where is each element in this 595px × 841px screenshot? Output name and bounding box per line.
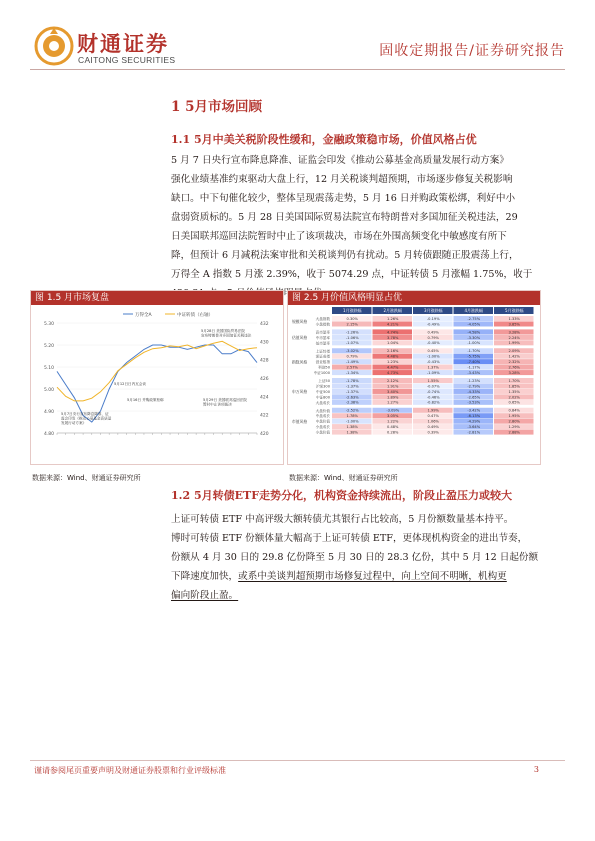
heatmap-group-label: 市值风格 <box>292 418 308 424</box>
figure-source: 数据来源：Wind、财通证券研究所 <box>32 474 141 482</box>
heatmap-cell-value: -1.78% <box>345 378 359 383</box>
heatmap-cell-value: 2.76% <box>508 365 520 370</box>
heatmap-cell-value: 3.28% <box>508 370 520 375</box>
chart-annotation-line: 5月29日 美国联邦巡回法院 <box>203 398 247 402</box>
heatmap-cell-value: 0.79% <box>346 354 358 359</box>
heatmap-cell-value: 0.65% <box>508 400 520 405</box>
heatmap-cell-value: 1.04% <box>387 341 399 346</box>
heatmap-group-label: 估值风格 <box>292 335 308 341</box>
right-axis-tick: 424 <box>260 395 269 401</box>
logo-mark-icon <box>34 26 74 66</box>
heatmap-cell-value: 1.27% <box>387 400 399 405</box>
heatmap-cell-value: -0.40% <box>426 341 440 346</box>
heatmap-cell-value: -3.02% <box>345 349 359 354</box>
text-underlined: 偏向阶段止盈。 <box>171 590 239 601</box>
heatmap-cell-value: 0.47% <box>427 414 439 419</box>
header-divider <box>30 69 565 70</box>
left-axis-tick: 5.10 <box>43 366 54 371</box>
right-axis-tick: 428 <box>260 358 269 364</box>
heatmap-row-label: 上证综指 <box>315 349 330 354</box>
heatmap-cell-value: -4.29% <box>467 419 481 424</box>
heatmap-row-label: 中市盈率 <box>315 335 330 340</box>
heatmap-cell-value: 2.12% <box>387 378 399 383</box>
heatmap-cell-value: 1.42% <box>508 354 520 359</box>
line-chart <box>31 305 283 464</box>
heatmap-cell-value: -2.63% <box>345 395 359 400</box>
heatmap-cell-value: -0.74% <box>426 389 440 394</box>
page-header <box>0 0 595 78</box>
heatmap-cell-value: -1.49% <box>345 360 359 365</box>
right-axis-tick: 422 <box>260 413 269 419</box>
heatmap-cell-value: 1.89% <box>387 395 399 400</box>
right-axis-tick: 420 <box>260 432 269 437</box>
chart-annotation-line: 监会印发《推动公募基金高质量 <box>61 416 112 421</box>
left-axis-tick: 4.90 <box>43 410 54 415</box>
text-plain: 下降速度加快， <box>171 571 239 582</box>
heatmap-cell-value: 1.99% <box>427 408 439 413</box>
heatmap-cell-value: 0.49% <box>427 425 439 429</box>
figure-source: 数据来源：Wind、财通证券研究所 <box>289 474 398 482</box>
heatmap-cell-value: 0.49% <box>427 330 439 335</box>
text-line: 份额从 4 月 30 日的 29.8 亿份降至 5 月 30 日的 28.3 亿份，其中 5 月 12 日起份额 <box>171 552 539 563</box>
heatmap-cell-value: 0.79% <box>427 335 439 340</box>
heatmap-cell-value: -3.09% <box>386 408 400 413</box>
figure-title: 图 2.5 月价值风格明显占优 <box>288 291 540 305</box>
heatmap-cell-value: 2.15% <box>346 322 358 327</box>
text-line: 万得全 A 指数 5 月涨 2.39%，收于 5074.29 点，中证转债 5 月涨幅 1.75%，收于 <box>171 269 533 280</box>
figure-body <box>31 305 283 464</box>
heatmap-row-label: 低市盈率 <box>315 341 330 346</box>
heatmap-cell-value: 1.38% <box>346 425 358 429</box>
heatmap-row-label: 小盘成长 <box>315 425 330 430</box>
right-axis-tick: 430 <box>260 340 269 346</box>
heatmap-cell-value: 3.78% <box>387 335 399 340</box>
heatmap-cell-value: -3.53% <box>467 400 481 405</box>
logo-en: CAITONG SECURITIES <box>78 55 176 65</box>
heatmap-cell-value: 3.28% <box>508 330 520 335</box>
heatmap-row-label: 上证50 <box>318 379 330 383</box>
heatmap-cell-value: -2.81% <box>467 430 481 435</box>
heatmap-cell-value: -2.75% <box>467 316 481 321</box>
logo-cn: 财通证券 <box>77 32 169 56</box>
heatmap-cell-value: 2.24% <box>508 335 520 340</box>
heatmap-cell-value: 0.84% <box>508 408 520 413</box>
heatmap-row-label: 深证成指 <box>315 354 330 359</box>
heatmap-cell-value: 0.28% <box>387 430 399 435</box>
heatmap-cell-value: 2.09% <box>508 349 520 354</box>
heatmap-cell-value: 1.91% <box>387 384 399 389</box>
heatmap-cell-value: 4.47% <box>387 365 399 370</box>
heatmap-column-header: 4月涨跌幅 <box>464 308 484 314</box>
figure-value-style <box>287 290 541 465</box>
heatmap-cell-value: 1.37% <box>427 365 439 370</box>
series-line <box>57 341 257 401</box>
right-axis-tick: 432 <box>260 322 269 327</box>
heatmap-row-label: 大盘指数 <box>315 317 330 321</box>
text-line: 5 月 7 日央行宣布降息降准、证监会印发《推动公募基金高质量发展行动方案》 <box>171 155 509 166</box>
text-line <box>171 586 550 605</box>
heatmap-cell-value: 3.85% <box>508 322 520 327</box>
heatmap-row-label: 创业板指 <box>315 360 330 365</box>
text-line: 强化业绩基准约束驱动大盘上行，12 月关税谈判超预期，市场逐步修复关税影响 <box>171 174 513 185</box>
chart-annotation <box>201 328 252 338</box>
chart-annotation-line: 5月7日央行宣布降息降准、证 <box>61 412 109 416</box>
heatmap-row-label: 大盘成长 <box>315 400 330 405</box>
heatmap-cell-value: 1.85% <box>508 384 520 389</box>
section-title: 1 5月市场回顾 <box>171 99 262 115</box>
heatmap-cell-value: 1.78% <box>346 414 358 419</box>
heatmap-cell-value: -6.13% <box>467 414 481 419</box>
heatmap-cell-value: 2.16% <box>387 349 399 354</box>
heatmap-cell-value: -7.40% <box>467 360 481 365</box>
heatmap-cell-value: 1.06% <box>427 419 439 424</box>
heatmap-cell-value: 1.23% <box>387 360 399 365</box>
chart-annotation-line: 5月16日 并购政策松绑 <box>127 398 164 402</box>
heatmap-cell-value: 1.26% <box>387 316 399 321</box>
company-logo <box>34 26 184 66</box>
series-line <box>57 345 257 422</box>
heatmap-row-label: 科创50 <box>318 365 330 370</box>
left-axis-tick: 5.20 <box>43 344 54 349</box>
text-line: 降，但预计 6 月减税法案审批和关税谈判仍有扰动。5 月转债跟随正股震荡上行， <box>171 250 519 261</box>
heatmap-cell-value: -1.00% <box>467 341 481 346</box>
heatmap-cell-value: 2.02% <box>508 395 520 400</box>
figure-market-review <box>30 290 284 465</box>
text-line: 博时可转债 ETF 份额体量大幅高于上证可转债 ETF，更体现机构资金的进出节奏， <box>171 533 528 544</box>
heatmap-cell-value: 1.33% <box>508 316 520 321</box>
heatmap-cell-value: 4.21% <box>387 322 399 327</box>
heatmap-cell-value: -5.75% <box>467 354 481 359</box>
heatmap-cell-value: -0.49% <box>426 322 440 327</box>
text-line <box>171 567 550 586</box>
heatmap-cell-value: -0.07% <box>426 384 440 389</box>
legend-label: 万得全A <box>135 313 152 318</box>
heatmap-row-label: 高市盈率 <box>315 330 330 335</box>
section-1-2-paragraph <box>171 510 550 605</box>
report-type: 固收定期报告/证券研究报告 <box>379 43 565 59</box>
heatmap-cell-value: -3.43% <box>467 370 481 375</box>
heatmap-cell-value: 4.73% <box>387 370 399 375</box>
heatmap-cell-value: 2.32% <box>508 360 520 365</box>
subsection-title-1-1: 1.1 5月中美关税阶段性缓和，金融政策稳市场，价值风格占优 <box>171 133 477 146</box>
section-1-1-paragraph <box>171 151 550 303</box>
heatmap-cell-value: -0.43% <box>426 360 440 365</box>
left-axis-tick: 5.30 <box>43 322 54 327</box>
heatmap-column-header: 1月涨跌幅 <box>342 308 362 314</box>
heatmap-cell-value: 4.74% <box>387 330 399 335</box>
heatmap-cell-value: -1.09% <box>426 370 440 375</box>
heatmap-row-label: 中证500 <box>315 389 330 394</box>
heatmap-cell-value: -2.52% <box>345 408 359 413</box>
heatmap-cell-value: 2.80% <box>508 419 520 424</box>
heatmap-row-label: 大盘价值 <box>315 408 330 413</box>
heatmap-row-label: 中盘价值 <box>315 419 330 424</box>
heatmap-cell-value: 1.95% <box>508 414 520 419</box>
heatmap-cell-value: 0.48% <box>387 425 399 429</box>
heatmap-row-label: 小盘指数 <box>315 322 330 327</box>
heatmap-cell-value: -3.64% <box>467 425 481 429</box>
subsection-title-1-2: 1.2 5月转债ETF走势分化，机构资金持续流出，阶段止盈压力或较大 <box>171 489 512 502</box>
heatmap-cell-value: 3.05% <box>387 414 399 419</box>
heatmap-cell-value: -2.65% <box>467 395 481 400</box>
heatmap-cell-value: 4.48% <box>387 354 399 359</box>
figure-body <box>288 305 540 464</box>
heatmap-cell-value: -1.37% <box>345 384 359 389</box>
heatmap-cell-value: 2.57% <box>346 365 358 370</box>
heatmap-cell-value: -1.00% <box>345 419 359 424</box>
page-number: 3 <box>533 765 539 774</box>
heatmap-cell-value: 1.29% <box>508 425 520 429</box>
right-axis-tick: 426 <box>260 377 269 382</box>
heatmap-cell-value: 2.88% <box>508 430 520 435</box>
legend-label: 中证转债（右轴） <box>177 313 213 318</box>
heatmap-cell-value: 1.99% <box>508 341 520 346</box>
heatmap-cell-value: 1.55% <box>427 378 439 383</box>
heatmap-cell-value: 0.39% <box>427 430 439 435</box>
heatmap-cell-value: -1.23% <box>467 378 481 383</box>
chart-annotation-line: 5月12日日内瓦会谈 <box>114 382 147 386</box>
text-underlined: 或系中美谈判超预期市场修复过程中，向上空间不明晰，机构更 <box>238 571 507 582</box>
footer-disclaimer: 谨请参阅尾页重要声明及财通证券股票和行业评级标准 <box>34 766 226 775</box>
chart-annotation-line: 宣布特朗普对多国加征关税违法 <box>201 333 252 338</box>
heatmap-row-label: 小盘价值 <box>315 430 330 435</box>
heatmap-cell-value: -1.17% <box>467 365 481 370</box>
heatmap-cell-value: -0.46% <box>426 395 440 400</box>
heatmap-cell-value: 0.30% <box>346 316 358 321</box>
figure-title: 图 1.5 月市场复盘 <box>31 291 283 305</box>
text-line: 缺口。中下旬催化较少，整体呈现震荡走势，5 月 16 日并购政策松绑，利好中小 <box>171 193 516 204</box>
heatmap-cell-value: 0.45% <box>427 349 439 354</box>
text-line: 盘弱资质标的。5 月 28 日美国国际贸易法院宣布特朗普对多国加征关税违法，29 <box>171 212 518 223</box>
heatmap-row-label: 沪深300 <box>315 384 330 389</box>
chart-annotation <box>61 411 112 425</box>
heatmap-group-label: 申万风格 <box>292 389 308 395</box>
heatmap-cell-value: -1.70% <box>467 349 481 354</box>
left-axis-tick: 5.00 <box>43 388 54 393</box>
text-line: 上证可转债 ETF 中高评级大额转债尤其银行占比较高，5 月份额数量基本持平。 <box>171 514 514 525</box>
text-line: 月价值风格明显占优。 <box>235 288 332 299</box>
heatmap-column-header: 3月涨跌幅 <box>423 308 443 314</box>
text-line: 日美国联邦巡回法院暂时中止了该项裁决，市场在外围高频变化中敏感度有所下 <box>171 231 507 242</box>
heatmap-row-label: 中证800 <box>315 395 330 400</box>
heatmap-cell-value: -1.34% <box>345 370 359 375</box>
heatmap-group-label: 指数风格 <box>292 359 308 365</box>
heatmap-cell-value: 1.35% <box>508 389 520 394</box>
chart-annotation-line: 暂时中止该项裁决 <box>203 402 232 407</box>
heatmap-cell-value: 1.22% <box>387 419 399 424</box>
heatmap-cell-value: -2.38% <box>345 400 359 405</box>
chart-annotation-line: 5月28日 美国国际贸易法院 <box>201 329 245 333</box>
heatmap-cell-value: 1.70% <box>508 378 520 383</box>
heatmap-row-label: 中证1000 <box>313 371 330 376</box>
heatmap-cell-value: -1.06% <box>345 335 359 340</box>
heatmap-cell-value: -4.58% <box>467 330 481 335</box>
footer-divider <box>30 760 565 761</box>
heatmap-group-label: 规模风格 <box>292 318 308 324</box>
heatmap-cell-value: -3.42% <box>467 408 481 413</box>
heatmap-cell-value: -1.07% <box>345 341 359 346</box>
heatmap-row-label: 中盘成长 <box>315 414 330 419</box>
style-heatmap-table <box>288 305 540 464</box>
heatmap-cell-value: -4.05% <box>467 322 481 327</box>
heatmap-cell-value: -3.30% <box>467 335 481 340</box>
heatmap-cell-value: -0.19% <box>426 316 440 321</box>
heatmap-cell-value: -0.82% <box>426 400 440 405</box>
heatmap-cell-value: -1.26% <box>345 330 359 335</box>
heatmap-cell-value: -2.79% <box>467 384 481 389</box>
chart-annotation <box>203 397 247 407</box>
heatmap-cell-value: -4.33% <box>467 389 481 394</box>
heatmap-cell-value: 3.40% <box>387 389 399 394</box>
heatmap-column-header: 2月涨跌幅 <box>383 308 403 314</box>
heatmap-cell-value: 1.38% <box>346 430 358 435</box>
chart-annotation <box>127 397 164 402</box>
chart-annotation <box>114 381 146 386</box>
heatmap-cell-value: -1.37% <box>345 389 359 394</box>
heatmap-column-header: 5月涨跌幅 <box>504 308 524 314</box>
chart-annotation-line: 发展行动方案》 <box>61 421 87 426</box>
left-axis-tick: 4.80 <box>43 432 54 437</box>
heatmap-cell-value: -1.00% <box>426 354 440 359</box>
